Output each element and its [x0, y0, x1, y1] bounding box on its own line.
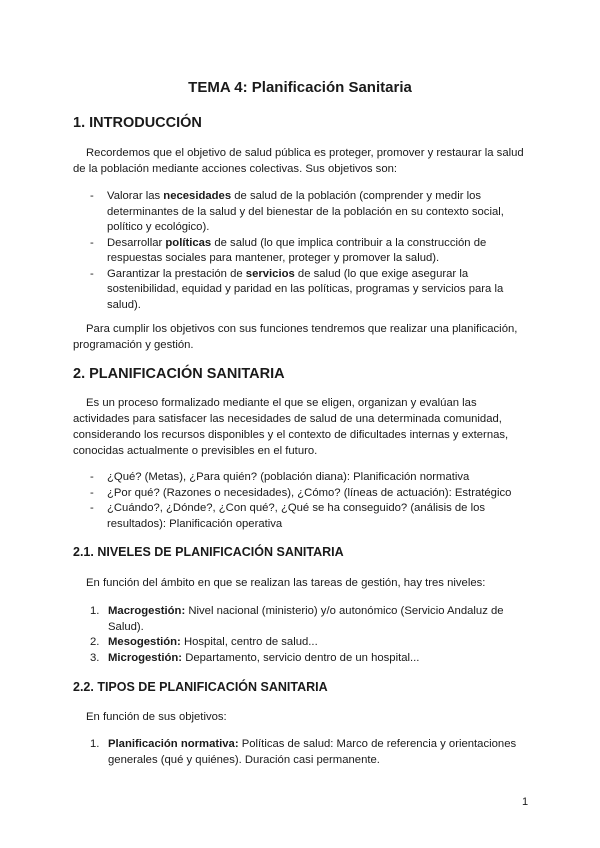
list-item: 3. Microgestión: Departamento, servicio dentro de un hospital... [90, 651, 420, 664]
tipos-intro: En función de sus objetivos: [86, 711, 227, 723]
questions-list [90, 470, 535, 532]
types-list [90, 737, 535, 768]
closing-paragraph: Para cumplir los objetivos con sus funciones tendremos que realizar una planificación, programación y gestión. [73, 323, 518, 351]
list-item: - ¿Qué? (Metas), ¿Para quién? (población diana): Planificación normativa [90, 471, 470, 483]
list-item: 1. Planificación normativa: Políticas de salud: Marco de referencia y orientaciones generales (qué y quiénes). Duración casi permanente. [90, 738, 517, 766]
subsection-heading-niveles: 2.1. NIVELES DE PLANIFICACIÓN SANITARIA [73, 545, 344, 559]
objectives-list [90, 189, 535, 313]
list-item: - Garantizar la prestación de servicios de salud (lo que exige asegurar la sostenibilidad, equidad y paridad en las políticas, programas y servicios para la salud). [90, 267, 504, 311]
section-heading-planificacion: 2. PLANIFICACIÓN SANITARIA [73, 366, 285, 382]
page-number: 1 [522, 796, 529, 808]
definition-paragraph: Es un proceso formalizado mediante el que se eligen, organizan y evalúan las actividades para satisfacer las necesidades de salud de una determinada comunidad, considerando los recursos disponibles y el contexto de dificultades internas y externas, conocidas actualmente o previsibles en el futuro. [73, 397, 509, 457]
subsection-heading-tipos: 2.2. TIPOS DE PLANIFICACIÓN SANITARIA [73, 680, 328, 694]
list-item: 2. Mesogestión: Hospital, centro de salud... [90, 636, 318, 648]
list-item: - Valorar las necesidades de salud de la población (comprender y medir los determinantes de la salud y del bienestar de la población en su contexto social, político y ecológico). [90, 190, 504, 233]
section-heading-introduccion: 1. INTRODUCCIÓN [73, 115, 202, 131]
list-item: 1. Macrogestión: Nivel nacional (ministerio) y/o autonómico (Servicio Andaluz de Salud). [90, 605, 504, 633]
list-item: - Desarrollar políticas de salud (lo que implica contribuir a la construcción de respuestas sociales para mantener, proteger y promover la salud). [90, 236, 487, 264]
niveles-intro: En función del ámbito en que se realizan las tareas de gestión, hay tres niveles: [86, 577, 486, 589]
list-item: - ¿Cuándo?, ¿Dónde?, ¿Con qué?, ¿Qué se ha conseguido? (análisis de los resultados): Planificación operativa [90, 502, 486, 530]
list-item: - ¿Por qué? (Razones o necesidades), ¿Cómo? (líneas de actuación): Estratégico [90, 486, 512, 499]
levels-list [90, 604, 535, 666]
document-title: TEMA 4: Planificación Sanitaria [188, 79, 412, 96]
intro-paragraph: Recordemos que el objetivo de salud pública es proteger, promover y restaurar la salud de la población mediante acciones colectivas. Sus objetivos son: [73, 147, 524, 175]
